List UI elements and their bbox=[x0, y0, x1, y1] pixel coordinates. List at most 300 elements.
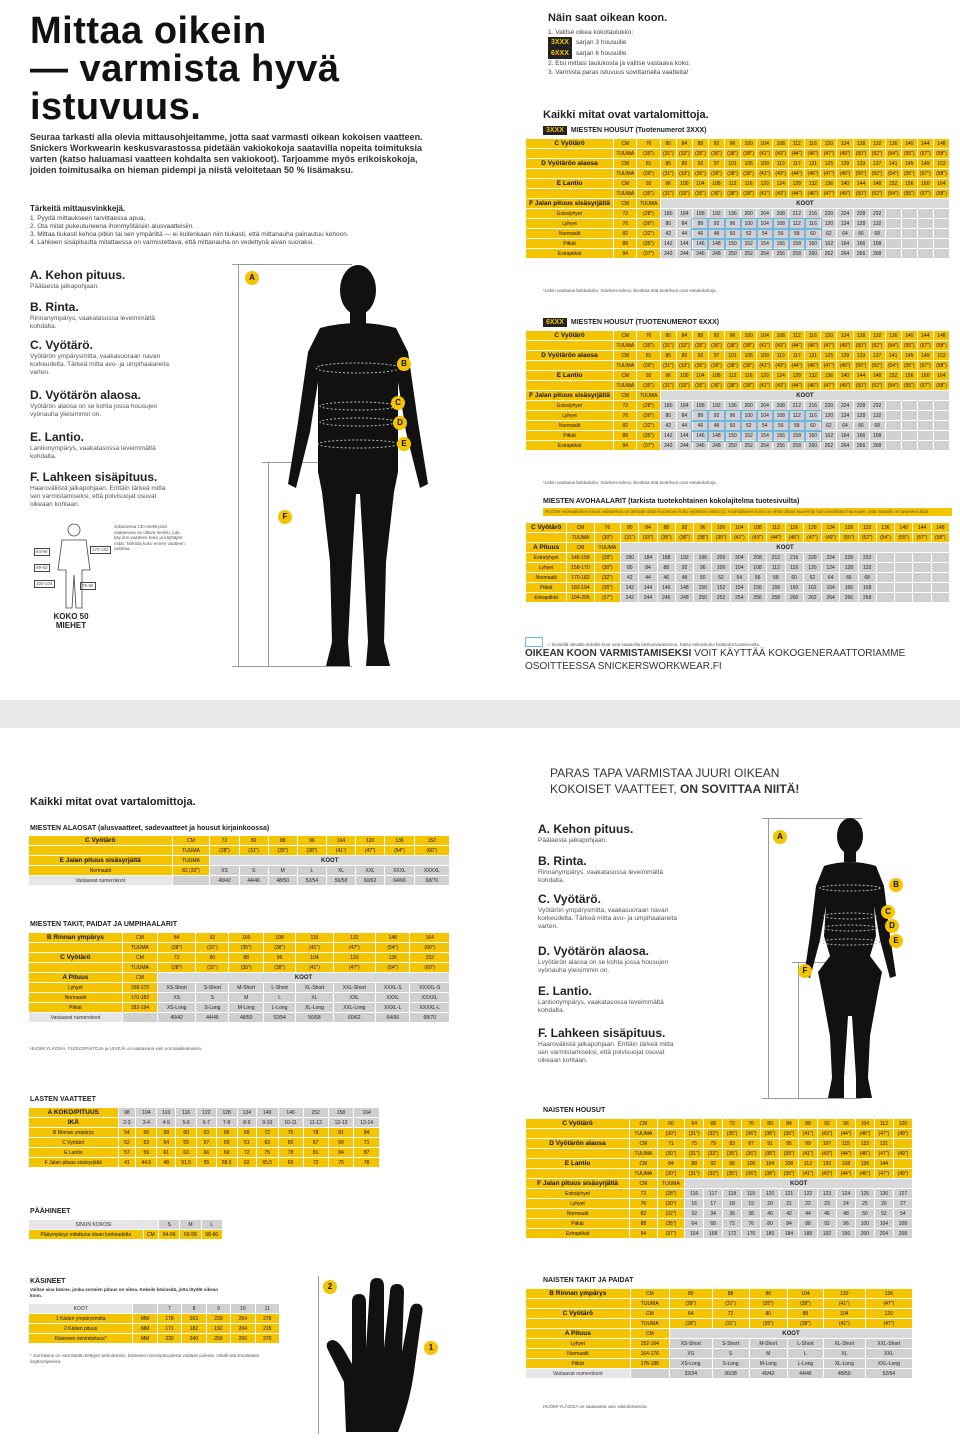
legend-swatch bbox=[525, 637, 543, 647]
size-cell: 152 bbox=[712, 583, 730, 593]
tblgloves-grid bbox=[28, 1303, 280, 1344]
value-cell: (30") bbox=[637, 361, 660, 371]
value-cell bbox=[893, 1159, 912, 1169]
value-cell: (36") bbox=[708, 189, 724, 199]
unit-label: MM bbox=[133, 1324, 157, 1334]
size-cell: 204 bbox=[757, 401, 773, 411]
value-cell: 148 bbox=[931, 523, 949, 533]
value-cell: (28") bbox=[158, 943, 196, 953]
size-cell: 142 bbox=[621, 583, 639, 593]
size-cell: 68/70 bbox=[414, 876, 449, 886]
value-cell: 61 bbox=[157, 1148, 176, 1158]
value-cell: 152 bbox=[414, 836, 449, 846]
size-cell: 150 bbox=[725, 239, 741, 249]
table-row bbox=[526, 593, 950, 603]
size-cell bbox=[885, 411, 901, 421]
value-cell: (35") bbox=[229, 943, 263, 953]
value-cell: (28") bbox=[637, 209, 660, 219]
size-cell: 62 bbox=[821, 421, 837, 431]
table-row bbox=[526, 391, 950, 401]
value-cell: (47") bbox=[821, 169, 837, 179]
unit-label: MM bbox=[133, 1334, 157, 1344]
size-cell bbox=[933, 421, 949, 431]
size-cell: 146 bbox=[692, 431, 708, 441]
size-cell: 108 bbox=[773, 411, 789, 421]
value-cell: 132 bbox=[333, 933, 375, 943]
value-cell: (49") bbox=[837, 189, 853, 199]
women-jk-title: NAISTEN TAKIT JA PAIDAT bbox=[543, 1277, 634, 1284]
value-cell: 84 bbox=[676, 331, 692, 341]
value-cell: (31") bbox=[621, 533, 639, 543]
table-row bbox=[526, 1299, 913, 1309]
size-cell bbox=[933, 441, 949, 451]
value-cell: (43") bbox=[748, 533, 766, 543]
value-cell: (37") bbox=[637, 441, 660, 451]
value-cell: (47") bbox=[874, 1129, 893, 1139]
size-cell: 196 bbox=[836, 1229, 855, 1239]
row-label: 2 Käden pituus bbox=[29, 1324, 133, 1334]
size-cell bbox=[933, 239, 949, 249]
value-cell: 93 bbox=[692, 159, 708, 169]
row-label: F Jalan pituus sisäsyrjältä bbox=[526, 1179, 630, 1189]
value-cell: 136 bbox=[885, 139, 901, 149]
size-cell: 142 bbox=[660, 431, 676, 441]
size-cell: 40/42 bbox=[749, 1369, 787, 1379]
size-cell: 38 bbox=[742, 1209, 761, 1219]
size-cell: 66 bbox=[840, 573, 858, 583]
value-cell: 60 bbox=[176, 1128, 197, 1138]
value-cell: 120 bbox=[865, 1309, 912, 1319]
size-cell: 156 bbox=[773, 431, 789, 441]
value-cell: 55 bbox=[176, 1138, 197, 1148]
t3-note: *Lähin vastaava farkkukoko. Snickers tahtoo ilmoittaa että tuotekoot ovat vartalokokoja. bbox=[543, 288, 717, 293]
size-cell: 21 bbox=[780, 1199, 799, 1209]
size-cell: 158 bbox=[789, 239, 805, 249]
value-cell: (30") bbox=[637, 149, 660, 159]
tip-item: 2. Ota mitat pukeutuneena ihonmyötäisiin alusvaatteisiin. bbox=[30, 223, 195, 230]
size-cell: 46 bbox=[657, 573, 675, 583]
size-cell: 84 bbox=[780, 1219, 799, 1229]
value-cell: 80 bbox=[660, 331, 676, 341]
size-cell: XL-Long bbox=[823, 1359, 865, 1369]
row-label: E Lantio bbox=[526, 179, 614, 189]
length-label: Pitkät bbox=[526, 239, 614, 249]
size-cell: 152 bbox=[741, 239, 757, 249]
size-cell: XS-Short bbox=[669, 1339, 712, 1349]
value-cell: 84 bbox=[354, 1128, 380, 1138]
value-cell: (41") bbox=[823, 1319, 865, 1329]
value-cell: 80 bbox=[669, 1289, 712, 1299]
length-label: Pitkät bbox=[526, 583, 567, 593]
p4-badge-e: E bbox=[889, 934, 903, 948]
size-cell: 80 bbox=[761, 1219, 780, 1229]
size-cell: XL-Short bbox=[296, 983, 333, 993]
value-cell: 104 bbox=[855, 1119, 874, 1129]
value-cell: (31") bbox=[660, 361, 676, 371]
size-cell: XXL-Long bbox=[865, 1359, 912, 1369]
value-cell: 51.5 bbox=[176, 1158, 197, 1168]
table-row bbox=[29, 1128, 380, 1138]
table-row bbox=[526, 1289, 913, 1299]
value-cell: (54") bbox=[376, 943, 410, 953]
value-cell: (38") bbox=[694, 533, 712, 543]
headline-line-3: istuvuus. bbox=[30, 86, 202, 128]
value-cell: 125 bbox=[821, 351, 837, 361]
size-cell: 80 bbox=[660, 411, 676, 421]
size-cell: 52/54 bbox=[865, 1369, 912, 1379]
size-cell: 92 bbox=[708, 411, 724, 421]
size-cell: 68 bbox=[704, 1219, 723, 1229]
size-cell: 128 bbox=[840, 563, 858, 573]
value-cell: (47") bbox=[356, 846, 385, 856]
unit-label: CM bbox=[143, 1230, 158, 1240]
value-cell: 81 bbox=[328, 1128, 354, 1138]
size-cell bbox=[885, 209, 901, 219]
value-cell: 88 bbox=[614, 431, 637, 441]
size-cell bbox=[933, 249, 949, 259]
unit-label: TUUMA bbox=[614, 381, 637, 391]
size-cell: 116 bbox=[805, 219, 821, 229]
size-cell: 128 bbox=[853, 219, 869, 229]
table-row bbox=[526, 169, 950, 179]
value-cell: 136 bbox=[376, 953, 410, 963]
value-cell: 69 bbox=[328, 1138, 354, 1148]
size-cell: 254 bbox=[757, 441, 773, 451]
step-text: sarjan 6 housuille bbox=[575, 50, 627, 57]
size-cell: 232 bbox=[858, 553, 876, 563]
size-cell: XS bbox=[158, 993, 196, 1003]
size-cell: L bbox=[201, 1220, 222, 1230]
size-cell bbox=[931, 563, 949, 573]
size-cell: 196 bbox=[725, 401, 741, 411]
size-cell: XL bbox=[296, 993, 333, 1003]
value-cell: (57") bbox=[917, 189, 933, 199]
value-cell: (43") bbox=[773, 341, 789, 351]
size-cell: 27 bbox=[893, 1199, 912, 1209]
size-cell: 180 bbox=[761, 1229, 780, 1239]
unit-label: CM bbox=[614, 331, 637, 341]
table-row bbox=[29, 1324, 280, 1334]
value-cell: 81 bbox=[303, 1148, 328, 1158]
value-cell: 82 (32") bbox=[172, 866, 210, 876]
table-title-text: MIESTEN HOUSUT (TUOTENUMEROT 6XXX) bbox=[570, 319, 720, 326]
value-cell: 120 bbox=[823, 1289, 865, 1299]
row-label: B Rinnan ympärys bbox=[29, 933, 123, 943]
size-cell bbox=[885, 249, 901, 259]
size-cell: S-Long bbox=[196, 1003, 229, 1013]
size-cell: XXXL-L bbox=[376, 1003, 410, 1013]
value-cell: (35") bbox=[723, 1129, 742, 1139]
size-cell: 36/38 bbox=[712, 1369, 749, 1379]
table-row bbox=[526, 441, 950, 451]
value-cell: 101 bbox=[725, 159, 741, 169]
value-cell: (41") bbox=[799, 1149, 818, 1159]
value-cell: 82 bbox=[614, 229, 637, 239]
value-cell: 100 bbox=[229, 933, 263, 943]
size-cell: 48 bbox=[708, 229, 724, 239]
value-cell: 88 bbox=[692, 331, 708, 341]
value-cell: 120 bbox=[333, 953, 375, 963]
table-row bbox=[526, 1209, 913, 1219]
value-cell: (57") bbox=[917, 169, 933, 179]
size-cell: S-Short bbox=[712, 1339, 749, 1349]
tblwjk-grid bbox=[525, 1288, 913, 1379]
size-cell bbox=[885, 219, 901, 229]
size-cell: XXXXL-L bbox=[410, 1003, 450, 1013]
size-cell: 4-5 bbox=[157, 1118, 176, 1128]
size-cell bbox=[876, 593, 894, 603]
value-cell: 170-182 bbox=[122, 993, 157, 1003]
table-row bbox=[526, 583, 950, 593]
value-cell: 64 bbox=[669, 1309, 712, 1319]
size-cell: 200 bbox=[741, 401, 757, 411]
value-cell: (33") bbox=[704, 1169, 723, 1179]
value-cell: (33") bbox=[676, 341, 692, 351]
size-cell: 116 bbox=[176, 1108, 197, 1118]
size-cell bbox=[895, 593, 913, 603]
value-cell: (31") bbox=[196, 943, 229, 953]
row-label bbox=[526, 1319, 631, 1329]
value-cell: (38") bbox=[263, 963, 295, 973]
value-cell: 84 bbox=[158, 933, 196, 943]
unit-label: TUUMA bbox=[567, 533, 594, 543]
size-cell: 150 bbox=[694, 583, 712, 593]
value-cell: 148 bbox=[376, 933, 410, 943]
size-cell: 54 bbox=[757, 421, 773, 431]
value-cell: 144 bbox=[917, 331, 933, 341]
value-cell: (44") bbox=[789, 189, 805, 199]
row-label bbox=[29, 943, 123, 953]
value-cell: 109 bbox=[757, 159, 773, 169]
unit-label: TUUMA bbox=[614, 169, 637, 179]
value-cell: (38") bbox=[725, 189, 741, 199]
size-cell: 148 bbox=[708, 239, 724, 249]
length-label: Lyhyet bbox=[526, 1339, 631, 1349]
size-cell: 42 bbox=[621, 573, 639, 583]
badge-c: C bbox=[391, 396, 405, 410]
badge-b: B bbox=[397, 357, 411, 371]
row-label: A Pituus bbox=[526, 543, 567, 553]
value-cell: 99 bbox=[799, 1139, 818, 1149]
size-cell: 125 bbox=[855, 1189, 874, 1199]
table-row bbox=[526, 1199, 913, 1209]
length-label: Pitkät bbox=[29, 1003, 123, 1013]
value-cell: (41") bbox=[757, 341, 773, 351]
value-cell: (39") bbox=[741, 149, 757, 159]
value-cell: 80 bbox=[660, 139, 676, 149]
value-cell: 112 bbox=[874, 1119, 893, 1129]
table-row bbox=[29, 943, 450, 953]
size-cell: 44 bbox=[639, 573, 657, 583]
size-cell: 188 bbox=[692, 401, 708, 411]
size-cell: 11-12 bbox=[303, 1118, 328, 1128]
size-cell: 164 bbox=[685, 1229, 704, 1239]
value-cell: (32") bbox=[637, 421, 660, 431]
size-cell: 48/50 bbox=[823, 1369, 865, 1379]
value-cell: (58") bbox=[933, 361, 949, 371]
size-cell: 80 bbox=[621, 563, 639, 573]
size-cell: 180 bbox=[660, 401, 676, 411]
row-label: IKÄ bbox=[29, 1118, 119, 1128]
table-row bbox=[526, 1179, 913, 1189]
row-label: Käsineen minimipituus* bbox=[29, 1334, 133, 1344]
table-row bbox=[29, 1314, 280, 1324]
length-label: Lyhyet bbox=[526, 219, 614, 229]
value-cell: 54 bbox=[157, 1138, 176, 1148]
value-cell: (54") bbox=[885, 169, 901, 179]
p4-headline-bold: ON SOVITTAA NIITÄ! bbox=[680, 782, 800, 796]
hand-badge-1: 1 bbox=[424, 1341, 438, 1355]
value-cell: (47") bbox=[874, 1149, 893, 1159]
value-cell: 115 bbox=[836, 1139, 855, 1149]
size-cell bbox=[901, 441, 917, 451]
size-cell: 204 bbox=[757, 209, 773, 219]
size-cell: 254 bbox=[757, 249, 773, 259]
size-cell bbox=[917, 209, 933, 219]
size-cell: 112 bbox=[789, 219, 805, 229]
size-cell: 132 bbox=[869, 411, 885, 421]
size-cell: L bbox=[787, 1349, 823, 1359]
value-cell: 149 bbox=[917, 351, 933, 361]
table-row bbox=[526, 1189, 913, 1199]
table-row bbox=[526, 573, 950, 583]
value-cell: 58-60 bbox=[201, 1230, 222, 1240]
unit-label: MM bbox=[133, 1314, 157, 1324]
value-cell: 56 bbox=[136, 1128, 157, 1138]
size-cell: 256 bbox=[773, 249, 789, 259]
value-cell: 81 bbox=[637, 159, 660, 169]
value-cell: 100 bbox=[712, 523, 730, 533]
value-cell: (57") bbox=[917, 149, 933, 159]
size-cell bbox=[885, 239, 901, 249]
table-row bbox=[526, 1129, 913, 1139]
size-cell: 60 bbox=[785, 573, 803, 583]
size-cell: XXXXL-S bbox=[410, 983, 450, 993]
value-cell: (54") bbox=[885, 189, 901, 199]
table-row bbox=[526, 159, 950, 169]
size-cell bbox=[913, 583, 931, 593]
value-cell: (50") bbox=[853, 169, 869, 179]
size-cell: XXXL-S bbox=[376, 983, 410, 993]
size-cell: 188 bbox=[799, 1229, 818, 1239]
value-cell: 128 bbox=[853, 331, 869, 341]
size-cell: 216 bbox=[805, 209, 821, 219]
value-cell: (36") bbox=[708, 149, 724, 159]
size-cell: 224 bbox=[822, 553, 840, 563]
row-label bbox=[526, 533, 567, 543]
size-cell: 52 bbox=[741, 229, 757, 239]
size-cell: 168 bbox=[869, 239, 885, 249]
size-cell bbox=[933, 431, 949, 441]
size-cell: 76 bbox=[742, 1219, 761, 1229]
size-cell: L bbox=[263, 993, 295, 1003]
size-cell: 36 bbox=[723, 1209, 742, 1219]
table-row bbox=[526, 401, 950, 411]
size-cell: 12-13 bbox=[328, 1118, 354, 1128]
size-cell: 150 bbox=[725, 431, 741, 441]
size-cell: 228 bbox=[840, 553, 858, 563]
value-cell: 104 bbox=[823, 1309, 865, 1319]
value-cell: (43") bbox=[773, 169, 789, 179]
example-value: 89-93 bbox=[36, 565, 48, 570]
size-cell: M-Long bbox=[749, 1359, 787, 1369]
value-cell: 72 bbox=[723, 1119, 742, 1129]
value-cell: 65 bbox=[278, 1138, 303, 1148]
value-cell: (41") bbox=[296, 963, 333, 973]
value-cell: 72 bbox=[614, 209, 637, 219]
p4-measure-list bbox=[538, 822, 708, 1065]
row-label: D Vyötärön alaosa bbox=[526, 1139, 630, 1149]
value-cell: (39") bbox=[712, 533, 730, 543]
unit-label: CM bbox=[172, 836, 210, 846]
value-cell: (47") bbox=[874, 1169, 893, 1179]
value-cell: 88 bbox=[630, 1219, 658, 1229]
row-label: Vastaavat numerokoot bbox=[29, 1013, 123, 1023]
table-row bbox=[526, 139, 950, 149]
row-label: C Vyötärö bbox=[526, 1119, 630, 1129]
value-cell: 75 bbox=[328, 1158, 354, 1168]
value-cell: 194-206 bbox=[567, 593, 594, 603]
value-cell: (38") bbox=[725, 149, 741, 159]
size-cell: 120 bbox=[761, 1189, 780, 1199]
unit-label: CM bbox=[630, 1329, 669, 1339]
value-cell: (31") bbox=[660, 169, 676, 179]
value-cell: (28") bbox=[669, 1319, 712, 1329]
badge-d: D bbox=[393, 416, 407, 430]
size-cell: 168 bbox=[858, 583, 876, 593]
table-row bbox=[29, 1220, 223, 1230]
row-label bbox=[29, 963, 123, 973]
value-cell: 160 bbox=[917, 179, 933, 189]
measure-line-a bbox=[238, 264, 239, 666]
size-cell bbox=[917, 411, 933, 421]
size-cell: 108 bbox=[748, 563, 766, 573]
value-cell: 62 bbox=[237, 1158, 256, 1168]
size-cell: 256 bbox=[748, 593, 766, 603]
value-cell: 160 bbox=[917, 371, 933, 381]
size-cell: 120 bbox=[821, 411, 837, 421]
value-cell: 72 bbox=[630, 1189, 658, 1199]
row-label: A KOKO/PITUUS bbox=[29, 1108, 119, 1118]
koot-header: KOOT bbox=[621, 543, 950, 553]
value-cell: (31") bbox=[660, 189, 676, 199]
value-cell: 108 bbox=[773, 331, 789, 341]
value-cell: (50") bbox=[853, 149, 869, 159]
size-cell: 64 bbox=[837, 421, 853, 431]
size-cell: 144 bbox=[639, 583, 657, 593]
value-cell: 136 bbox=[865, 1289, 912, 1299]
value-cell: 75 bbox=[278, 1128, 303, 1138]
value-cell: 78 bbox=[303, 1128, 328, 1138]
size-cell: 64/66 bbox=[376, 1013, 410, 1023]
value-cell: 152 bbox=[410, 953, 450, 963]
value-cell: (31") bbox=[712, 1299, 749, 1309]
value-cell: 203 bbox=[182, 1314, 206, 1324]
value-cell: (47") bbox=[865, 1299, 912, 1309]
lower-title: MIESTEN ALAOSAT (alusvaatteet, sadevaatteet ja housut kirjainkoossa) bbox=[30, 825, 270, 832]
value-cell: (35") bbox=[268, 846, 297, 856]
value-cell: (33") bbox=[704, 1129, 723, 1139]
step-item: 1. Valitse oikea kokotaulukko: bbox=[548, 29, 634, 36]
size-cell: L bbox=[297, 866, 326, 876]
male-silhouette bbox=[270, 262, 446, 674]
unit-label: CM bbox=[630, 1289, 669, 1299]
table-avohaalarit-note: HUOM! Avohaalarien kokoa valittaessa on tärkeää ottaa huomioon koko vyötärön mitta (C). Avohaalarien koon on ehkä oltava suurempi kuin tavallisten housujen, jotta vatsalle on tarpeeksi tilaa. bbox=[543, 508, 952, 516]
size-cell: XXL-Short bbox=[333, 983, 375, 993]
size-cell: XL-Long bbox=[296, 1003, 333, 1013]
value-cell: 96 bbox=[660, 371, 676, 381]
size-cell: S bbox=[712, 1349, 749, 1359]
